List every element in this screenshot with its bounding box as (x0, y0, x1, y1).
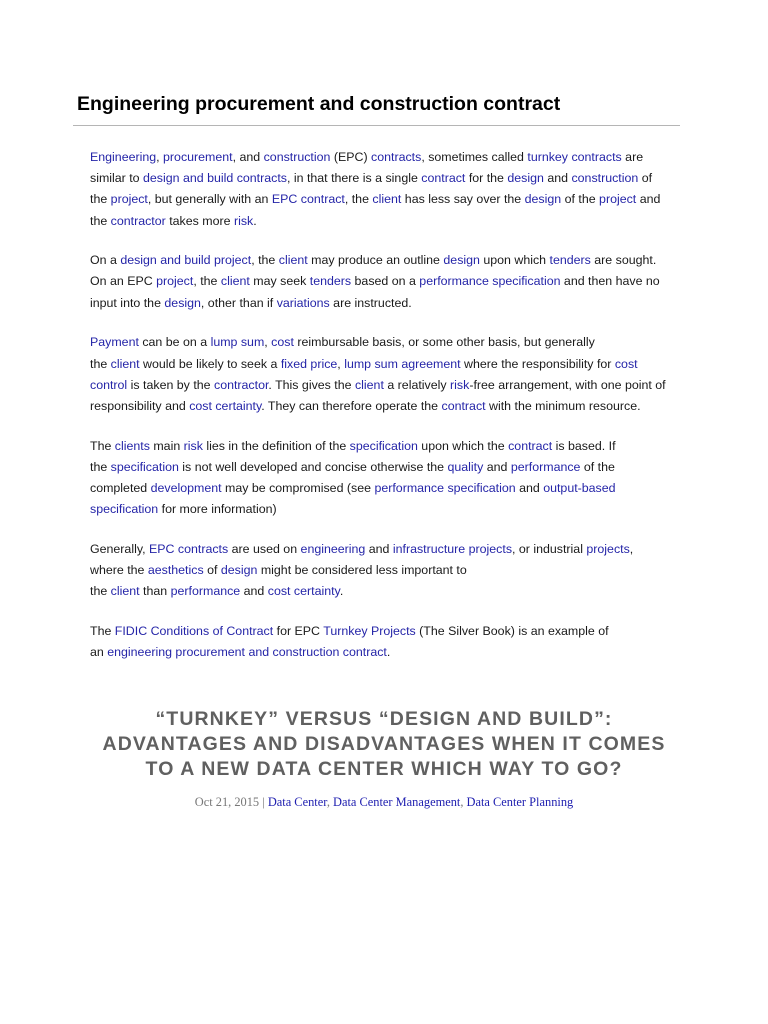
text-run: . They can therefore operate the (261, 398, 442, 413)
text-run: the (90, 356, 111, 371)
wiki-link[interactable]: risk (233, 213, 254, 228)
text-run: would be likely to seek a (139, 356, 281, 371)
text-run: and then have no (560, 274, 660, 289)
wiki-link[interactable]: aesthetics (147, 563, 204, 577)
text-run: similar to (90, 171, 144, 186)
wiki-link[interactable]: fixed price (280, 356, 338, 371)
article-paragraph (90, 621, 680, 663)
heading-line: “TURNKEY” VERSUS “DESIGN AND BUILD”: (155, 708, 613, 730)
wiki-link[interactable]: EPC contract (271, 192, 345, 207)
text-run: completed (90, 480, 151, 495)
wiki-link[interactable]: FIDIC Conditions of Contract (114, 623, 274, 638)
text-run: with the minimum resource. (485, 398, 641, 413)
text-run: can be on a (138, 335, 211, 350)
wiki-link[interactable]: client (220, 274, 250, 289)
text-line (90, 168, 680, 189)
heading-line: ADVANTAGES AND DISADVANTAGES WHEN IT COMES (102, 733, 666, 755)
wiki-link[interactable]: specification (349, 438, 418, 453)
article-paragraph (90, 436, 680, 521)
text-run: (The Silver Book) is an example of (415, 623, 609, 638)
text-run: input into the (90, 295, 165, 310)
text-run: of (638, 171, 653, 186)
wiki-link[interactable]: design (443, 253, 480, 268)
text-run: a relatively (383, 377, 451, 392)
wiki-link[interactable]: design (164, 295, 201, 310)
text-line (90, 293, 680, 314)
text-run: the (90, 584, 111, 599)
text-run: is based. If (552, 438, 616, 453)
wiki-link[interactable]: performance specification (419, 274, 561, 289)
wiki-link[interactable]: infrastructure projects (392, 541, 513, 556)
text-run: are (621, 150, 644, 164)
wiki-link[interactable]: client (372, 192, 402, 207)
text-run: , sometimes called (421, 150, 528, 164)
text-run: , or industrial (512, 541, 587, 556)
text-run: . This gives the (268, 377, 355, 392)
wiki-link[interactable]: EPC contracts (149, 541, 229, 556)
text-run: reimbursable basis, or some other basis, but generally (293, 335, 595, 350)
text-run: where the responsibility for (460, 356, 615, 371)
wiki-link[interactable]: construction (263, 150, 331, 164)
wiki-link[interactable]: output-based (543, 480, 616, 495)
post-date: Oct 21, 2015 (194, 795, 260, 809)
text-run: lies in the definition of the (202, 438, 350, 453)
text-run: are used on (228, 541, 301, 556)
wiki-link[interactable]: project (599, 192, 637, 207)
blog-post-heading[interactable] (60, 707, 708, 782)
text-run: than (139, 584, 171, 599)
text-run: has less say over the (401, 192, 525, 207)
text-line (90, 642, 680, 663)
wiki-link[interactable]: contractor (110, 213, 166, 228)
wiki-link[interactable]: client (110, 584, 140, 599)
category-comma: , (460, 795, 467, 809)
text-line (90, 581, 680, 602)
text-run: where the (90, 563, 148, 577)
text-run: and (483, 459, 511, 474)
wiki-link[interactable]: variations (276, 295, 330, 310)
text-line (90, 621, 680, 642)
text-run: , (337, 356, 345, 371)
wiki-link[interactable]: performance (510, 459, 581, 474)
wiki-link[interactable]: Turnkey Projects (323, 623, 416, 638)
wiki-link[interactable]: tenders (309, 274, 352, 289)
text-run: for EPC (273, 623, 324, 638)
wiki-link[interactable]: clients (114, 438, 150, 453)
text-run: The (90, 438, 115, 453)
wiki-link[interactable]: development (150, 480, 222, 495)
text-run: based on a (351, 274, 420, 289)
wiki-link[interactable]: design (524, 192, 562, 207)
wiki-link[interactable]: risk (183, 438, 203, 453)
text-line (90, 436, 680, 457)
text-run: takes more (165, 213, 234, 228)
wiki-link[interactable]: projects (586, 541, 630, 556)
text-run: for more information) (158, 502, 277, 517)
text-run: , (629, 541, 634, 556)
wiki-link[interactable]: design (220, 563, 258, 577)
text-run: , in that there is a single (286, 171, 422, 186)
text-run: responsibility and (90, 398, 190, 413)
wiki-link[interactable]: engineering procurement and construction contract (107, 645, 387, 660)
text-run: . (253, 213, 257, 228)
text-run: On an EPC (90, 274, 157, 289)
wiki-link[interactable]: construction (571, 171, 639, 186)
text-line (90, 147, 680, 168)
text-run: is taken by the (127, 377, 214, 392)
wiki-link[interactable]: lump sum agreement (344, 356, 461, 371)
text-line (90, 396, 680, 417)
text-run: , the (344, 192, 373, 207)
text-run: , and (232, 150, 264, 164)
wiki-link[interactable]: control (90, 377, 128, 392)
text-run: are sought. (590, 253, 657, 268)
wiki-link[interactable]: project (110, 192, 148, 207)
wiki-link[interactable]: Engineering (90, 150, 157, 164)
text-run: main (149, 438, 184, 453)
wiki-link[interactable]: specification (90, 502, 159, 517)
page-title: Engineering procurement and construction contract (77, 93, 561, 115)
wiki-link[interactable]: client (110, 356, 140, 371)
text-run: might be considered less important to (257, 563, 467, 577)
text-run: and (543, 171, 572, 186)
text-line (90, 211, 680, 232)
text-run: , (264, 335, 272, 350)
wiki-link[interactable]: cost certainty (189, 398, 262, 413)
text-run: an (90, 645, 108, 660)
wiki-link[interactable]: client (278, 253, 308, 268)
text-line (90, 499, 680, 520)
text-line (90, 375, 680, 396)
wiki-link[interactable]: design (507, 171, 544, 186)
wiki-link[interactable]: cost certainty (267, 584, 340, 599)
text-run: of (203, 563, 221, 577)
text-run: On a (90, 253, 121, 268)
wiki-link[interactable]: engineering (300, 541, 366, 556)
wiki-link[interactable]: client (354, 377, 384, 392)
text-run: may produce an outline (307, 253, 444, 268)
text-line (90, 332, 680, 353)
category-list (268, 795, 573, 809)
text-run: the (90, 213, 111, 228)
text-run: upon which (479, 253, 550, 268)
wiki-link[interactable]: procurement (163, 150, 233, 164)
article-paragraph (90, 147, 680, 232)
text-run: the (90, 459, 111, 474)
text-run: for the (465, 171, 508, 186)
wiki-link[interactable]: Payment (90, 335, 139, 350)
text-run: and (636, 192, 661, 207)
text-run: -free arrangement, with one point of (469, 377, 666, 392)
category-link[interactable]: Data Center Management (333, 795, 461, 809)
wiki-link[interactable]: performance specification (374, 480, 516, 495)
text-line (90, 457, 680, 478)
text-run: upon which the (417, 438, 509, 453)
text-run: the (90, 192, 111, 207)
wiki-link[interactable]: quality (447, 459, 484, 474)
text-line (90, 189, 680, 210)
text-run: and (365, 541, 393, 556)
wiki-link[interactable]: specification (110, 459, 179, 474)
wiki-link[interactable]: design and build project (120, 253, 252, 268)
text-run: may be compromised (see (221, 480, 375, 495)
text-run: of the (580, 459, 615, 474)
text-run: may seek (249, 274, 310, 289)
wiki-link[interactable]: contracts (371, 150, 422, 164)
wiki-link[interactable]: contract (421, 171, 466, 186)
article-paragraph (90, 250, 680, 314)
text-run: are instructed. (329, 295, 412, 310)
wiki-link[interactable]: tenders (549, 253, 591, 268)
text-line (90, 539, 680, 560)
wiki-link[interactable]: contractor (214, 377, 269, 392)
text-line (90, 354, 680, 375)
heading-line: TO A NEW DATA CENTER WHICH WAY TO GO? (145, 758, 623, 780)
wiki-link[interactable]: contract (508, 438, 553, 453)
text-run: , the (193, 274, 221, 289)
article-body (90, 147, 680, 682)
article-paragraph (90, 539, 680, 603)
text-line (90, 271, 680, 292)
text-run: , but generally with an (147, 192, 272, 207)
text-run: is not well developed and concise otherwise the (178, 459, 448, 474)
text-run: and (515, 480, 544, 495)
text-line (90, 250, 680, 271)
text-run: , other than if (200, 295, 277, 310)
text-line (90, 478, 680, 499)
text-run: . (339, 584, 344, 599)
wiki-link[interactable]: risk (450, 377, 470, 392)
wiki-link[interactable]: lump sum (210, 335, 265, 350)
text-run: The (90, 623, 115, 638)
text-run: (EPC) (330, 150, 372, 164)
category-link[interactable]: Data Center Planning (466, 795, 574, 809)
title-divider (73, 125, 680, 126)
category-comma: , (326, 795, 334, 809)
wiki-link[interactable]: turnkey contracts (527, 150, 622, 164)
text-run: , (156, 150, 164, 164)
wiki-link[interactable]: cost (271, 335, 294, 350)
text-run: , the (251, 253, 279, 268)
text-run: Generally, (90, 541, 149, 556)
category-link[interactable]: Data Center (267, 795, 327, 809)
text-run: of the (561, 192, 600, 207)
text-run: and (240, 584, 268, 599)
article-paragraph (90, 332, 680, 417)
wiki-link[interactable]: project (156, 274, 194, 289)
wiki-link[interactable]: performance (170, 584, 241, 599)
post-meta (60, 795, 708, 810)
text-line (90, 560, 680, 581)
wiki-link[interactable]: cost (614, 356, 638, 371)
wiki-link[interactable]: contract (441, 398, 486, 413)
meta-separator: | (259, 795, 268, 809)
wiki-link[interactable]: design and build contracts (143, 171, 287, 186)
text-run: . (386, 645, 391, 660)
